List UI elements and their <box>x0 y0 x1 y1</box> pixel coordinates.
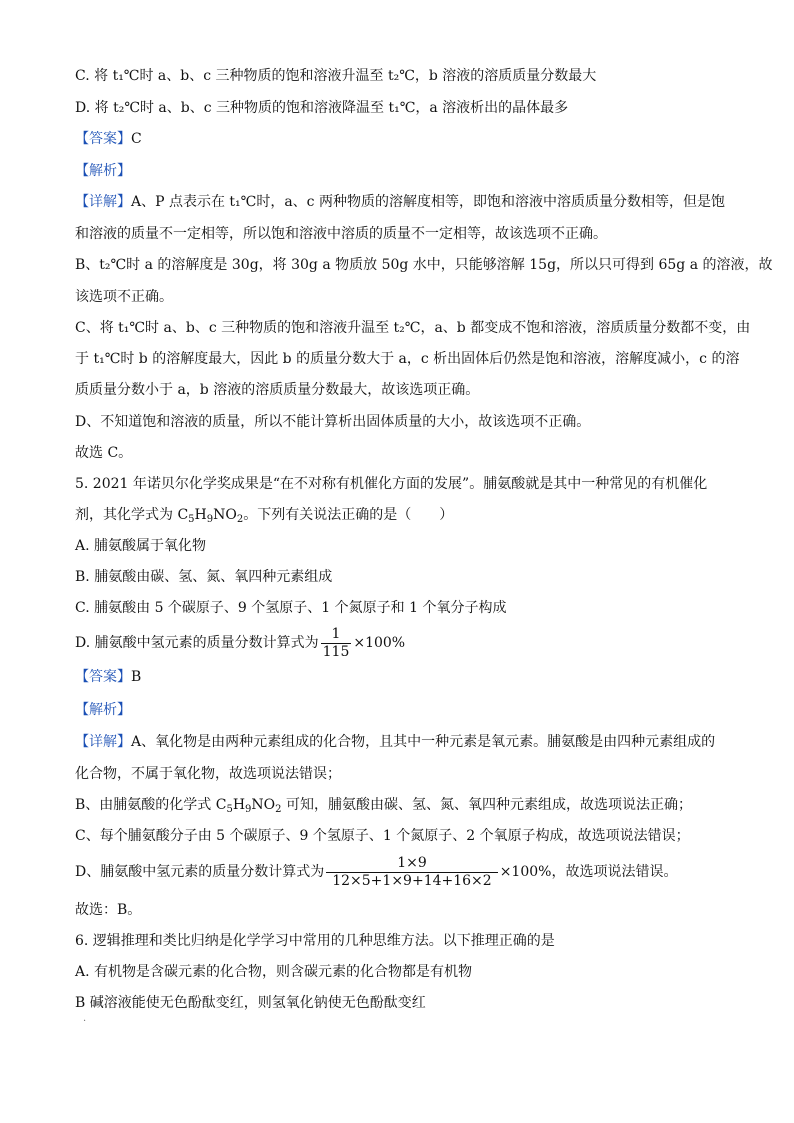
q4-answer <box>75 129 142 149</box>
detail-text: A、P 点表示在 t₁℃时，a、c 两种物质的溶解度相等，即饱和溶液中溶质质量分数相等，但是饱 <box>131 194 725 210</box>
scan-mark: · <box>83 1016 87 1027</box>
q6-option-b: B 碱溶液能使无色酚酞变红，则氢氧化钠使无色酚酞变红 <box>75 995 426 1011</box>
formula-element: H <box>232 797 246 813</box>
q4-analysis-tag: 【解析】 <box>75 163 131 179</box>
q5-option-b: B. 脯氨酸由碳、氢、氮、氧四种元素组成 <box>75 569 333 585</box>
q4-option-d: D. 将 t₂℃时 a、b、c 三种物质的饱和溶液降温至 t₁℃，a 溶液析出的晶体最多 <box>75 100 569 116</box>
option-text: D. 脯氨酸中氢元素的质量分数计算式为 <box>75 635 319 651</box>
fraction <box>321 626 352 661</box>
q4-conclusion: 故选 C。 <box>75 445 133 461</box>
q6-option-a: A. 有机物是含碳元素的化合物，则含碳元素的化合物都是有机物 <box>75 964 473 980</box>
detail-text: B、由脯氨酸的化学式 C <box>75 797 227 813</box>
subscript: 5 <box>226 804 233 815</box>
detail-text: A、氧化物是由两种元素组成的化合物，且其中一种元素是氧元素。脯氨酸是由四种元素组成的 <box>131 734 716 750</box>
detail-text: 可知，脯氨酸由碳、氢、氮、氧四种元素组成，故选项说法正确； <box>281 797 692 813</box>
detail-text: D、脯氨酸中氢元素的质量分数计算式为 <box>75 864 325 880</box>
formula-element: H <box>194 507 207 523</box>
denominator: 12×5+1×9+14+16×2 <box>326 872 497 890</box>
detail-tag: 【详解】 <box>75 734 131 750</box>
fraction <box>326 855 497 890</box>
q4-detail-line-2: 和溶液的质量不一定相等，所以饱和溶液中溶质的质量不一定相等，故该选项不正确。 <box>75 226 607 242</box>
q4-detail-line-4: 该选项不正确。 <box>75 289 173 305</box>
q6-stem: 6. 逻辑推理和类比归纳是化学学习中常用的几种思维方法。以下推理正确的是 <box>75 933 555 949</box>
q5-detail-line-1 <box>75 732 715 752</box>
q4-detail-line-1 <box>75 192 725 212</box>
q5-analysis-tag: 【解析】 <box>75 702 131 718</box>
q4-detail-line-6: 于 t₁℃时 b 的溶解度最大，因此 b 的质量分数大于 a，c 析出固体后仍然是饱和溶液，溶解度减小，c 的溶 <box>75 351 740 367</box>
subscript: 9 <box>245 804 252 815</box>
q5-option-d <box>75 623 405 663</box>
q5-detail-line-2: 化合物，不属于氧化物，故选项说法错误； <box>75 766 341 782</box>
stem-text: 剂，其化学式为 C <box>75 507 189 523</box>
formula-element: NO <box>213 507 237 523</box>
q5-detail-line-5 <box>75 852 677 892</box>
q5-detail-line-3 <box>75 795 692 815</box>
q4-detail-line-7: 质质量分数小于 a，b 溶液的溶质质量分数最大，故该选项正确。 <box>75 382 480 398</box>
q5-stem-line-1: 5. 2021 年诺贝尔化学奖成果是“在不对称有机催化方面的发展”。脯氨酸就是其中一种常见的有机催化 <box>75 476 708 492</box>
q4-detail-line-3: B、t₂℃时 a 的溶解度是 30g，将 30g a 物质放 50g 水中，只能够溶解 15g，所以只可得到 65g a 的溶液，故 <box>75 257 773 273</box>
q5-option-c: C. 脯氨酸由 5 个碳原子、9 个氢原子、1 个氮原子和 1 个氧分子构成 <box>75 600 507 616</box>
subscript: 5 <box>188 514 195 525</box>
formula-element: NO <box>251 797 276 813</box>
answer-tag: 【答案】 <box>75 131 131 147</box>
denominator: 115 <box>322 643 350 660</box>
stem-text: 。下列有关说法正确的是（ ） <box>243 507 454 523</box>
detail-tag: 【详解】 <box>75 194 131 210</box>
q5-stem-line-2 <box>75 505 453 525</box>
q4-detail-line-5: C、将 t₁℃时 a、b、c 三种物质的饱和溶液升温至 t₂℃，a、b 都变成不饱和溶液，溶质质量分数都不变，由 <box>75 320 751 336</box>
q5-answer <box>75 667 141 687</box>
subscript: 2 <box>236 514 244 525</box>
answer-value: C <box>131 131 142 147</box>
q4-option-c: C. 将 t₁℃时 a、b、c 三种物质的饱和溶液升温至 t₂℃，b 溶液的溶质质量分数最大 <box>75 68 597 84</box>
q5-conclusion: 故选：B。 <box>75 902 142 918</box>
subscript: 2 <box>275 804 282 815</box>
answer-value: B <box>131 669 142 685</box>
numerator: 1×9 <box>397 854 427 871</box>
q5-option-a: A. 脯氨酸属于氧化物 <box>75 538 207 554</box>
option-text: ×100% <box>353 635 406 651</box>
numerator: 1 <box>331 625 341 642</box>
detail-text: ×100%，故选项说法错误。 <box>499 864 678 880</box>
q5-detail-line-4: C、每个脯氨酸分子由 5 个碳原子、9 个氢原子、1 个氮原子、2 个氧原子构成，故选项说法错误； <box>75 828 690 844</box>
answer-tag: 【答案】 <box>75 669 131 685</box>
subscript: 9 <box>206 514 214 525</box>
q4-detail-line-8: D、不知道饱和溶液的质量，所以不能计算析出固体质量的大小，故该选项不正确。 <box>75 414 591 430</box>
